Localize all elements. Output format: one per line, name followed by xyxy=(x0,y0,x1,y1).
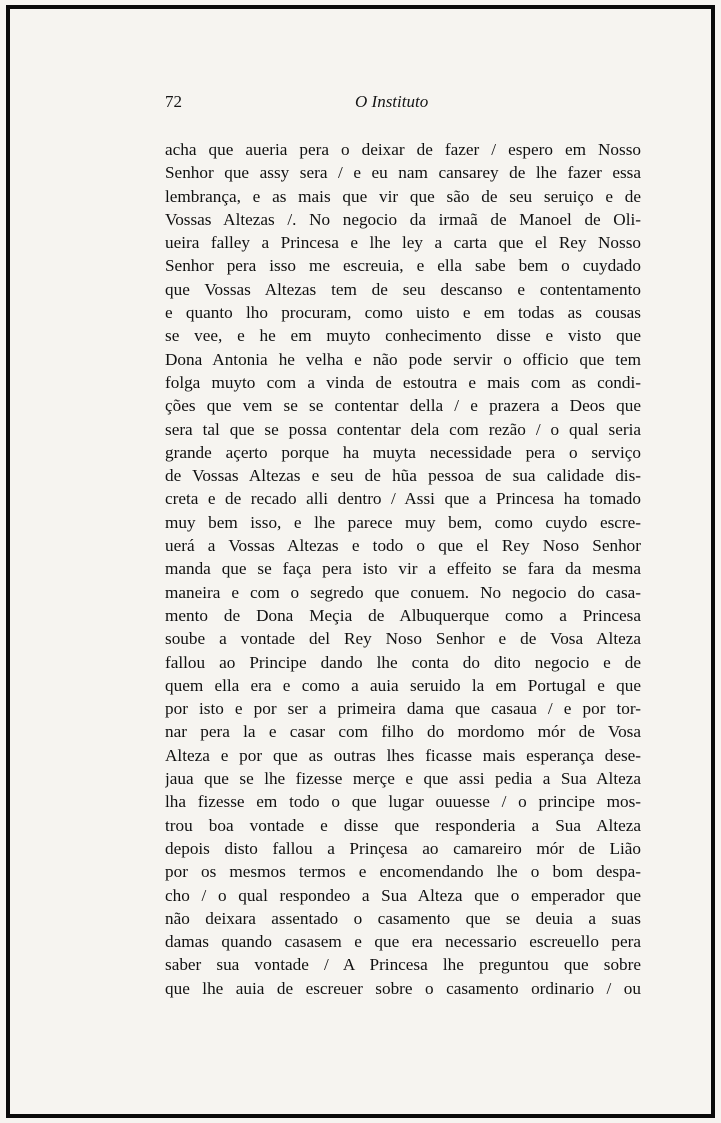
text-line: trou boa vontade e disse que responderia a Sua Alteza xyxy=(165,815,641,835)
text-line: Dona Antonia he velha e não pode servir o officio que tem xyxy=(165,349,641,369)
text-line: mento de Dona Meçia de Albuquerque como a Princesa xyxy=(165,605,641,625)
text-line: saber sua vontade / A Princesa lhe preguntou que sobre xyxy=(165,955,641,975)
text-line: fallou ao Principe dando lhe conta do dito negocio e de xyxy=(165,652,641,672)
text-line: creta e de recado alli dentro / Assi que a Princesa ha tomado xyxy=(165,489,641,509)
text-line: e quanto lho procuram, como uisto e em todas as cousas xyxy=(165,303,641,323)
text-line: uerá a Vossas Altezas e todo o que el Rey Noso Senhor xyxy=(165,536,641,556)
text-line: por isto e por ser a primeira dama que casaua / e por tor- xyxy=(165,699,641,719)
running-title: O Instituto xyxy=(355,92,429,111)
text-line: por os mesmos termos e encomendando lhe o bom despa- xyxy=(165,862,641,882)
text-line: acha que aueria pera o deixar de fazer / espero em Nosso xyxy=(165,140,641,159)
text-line: damas quando casasem e que era necessario escreuello pera xyxy=(165,932,641,952)
text-line: Senhor pera isso me escreuia, e ella sabe bem o cuydado xyxy=(165,256,641,276)
text-line: muy bem isso, e lhe parece muy bem, como cuydo escre- xyxy=(165,512,641,532)
text-line: Alteza e por que as outras lhes ficasse mais esperança dese- xyxy=(165,745,641,765)
text-line: quem ella era e como a auia seruido la em Portugal e que xyxy=(165,675,641,695)
text-line: depois disto fallou a Prinçesa ao camareiro mór de Lião xyxy=(165,838,641,858)
page-header xyxy=(165,92,645,116)
text-line: grande açerto porque ha muyta necessidade pera o serviço xyxy=(165,442,641,462)
text-line: sera tal que se possa contentar dela com rezão / o qual seria xyxy=(165,419,641,439)
text-line: Vossas Altezas /. No negocio da irmaã de Manoel de Oli- xyxy=(165,209,641,229)
text-line: soube a vontade del Rey Noso Senhor e de Vosa Alteza xyxy=(165,629,641,649)
text-line: se vee, e he em muyto conhecimento disse e visto que xyxy=(165,326,641,346)
text-line: Senhor que assy sera / e eu nam cansarey de lhe fazer essa xyxy=(165,163,641,183)
text-line: maneira e com o segredo que conuem. No negocio do casa- xyxy=(165,582,641,602)
page-number: 72 xyxy=(165,92,182,111)
text-line: folga muyto com a vinda de estoutra e mais com as condi- xyxy=(165,372,641,392)
text-line: lembrança, e as mais que vir que são de seu seruiço e de xyxy=(165,186,641,206)
text-line: que lhe auia de escreuer sobre o casamento ordinario / ou xyxy=(165,978,641,998)
body-text xyxy=(165,138,641,1000)
text-line: lha fizesse em todo o que lugar ouuesse / o principe mos- xyxy=(165,792,641,812)
text-line: ções que vem se se contentar della / e prazera a Deos que xyxy=(165,396,641,416)
text-line: que Vossas Altezas tem de seu descanso e contentamento xyxy=(165,279,641,299)
text-line: ueira falley a Princesa e lhe ley a carta que el Rey Nosso xyxy=(165,233,641,253)
text-line: jaua que se lhe fizesse merçe e que assi pedia a Sua Alteza xyxy=(165,769,641,789)
text-line: não deixara assentado o casamento que se deuia a suas xyxy=(165,908,641,928)
text-line: manda que se faça pera isto vir a effeito se fara da mesma xyxy=(165,559,641,579)
text-line: nar pera la e casar com filho do mordomo mór de Vosa xyxy=(165,722,641,742)
text-line: cho / o qual respondeo a Sua Alteza que o emperador que xyxy=(165,885,641,905)
text-line: de Vossas Altezas e seu de hũa pessoa de sua calidade dis- xyxy=(165,466,641,486)
